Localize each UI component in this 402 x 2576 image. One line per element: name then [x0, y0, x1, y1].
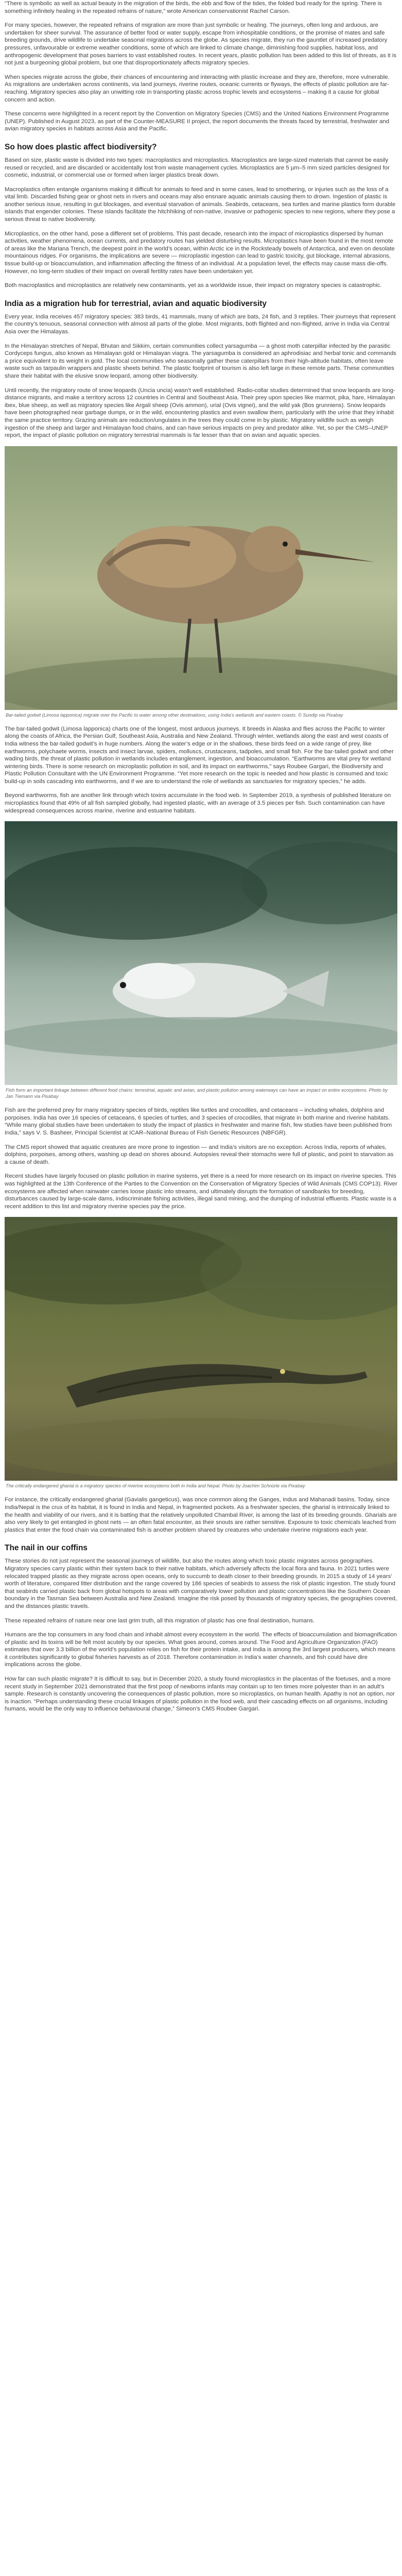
body-paragraph: Both macroplastics and microplastics are relatively new contaminants, yet as a worldwide issue, their impact on migratory species is catastrophic.: [5, 282, 382, 289]
body-paragraph: Recent studies have largely focused on plastic pollution in marine systems, yet there is a need for more research on its impact on riverine species. This was highlighted at the 13th Conference of the Parties to the Convention on the Conservation of Migratory Species of Wild Animals (CMS COP13). River ecosystems are affected when rainwater carries loose plastic into streams, and ultimately disrupts the formation of sandbanks for breeding, disturbances caused by large-scale dams, indiscriminate fishing activities, illegal sand mining, and the dumping of industrial effluents. Plastic waste is a recent addition to this list and migratory riverine species pay the price.: [5, 1173, 397, 1210]
figure-godwit: [5, 446, 397, 718]
body-paragraph: Microplastics, on the other hand, pose a different set of problems. This past decade, research into the impact of microplastics dispersed by human activities, weather phenomena, ocean currents, and predatory routes has yielded disturbing results. Microplastics have been found in the most remote of areas like the Mariana Trench, the deepest point in the world’s ocean, within Arctic ice in the Rocksteady bowels of Antarctica, and even on desolate mountainous ridges. For organisms, the implications are severe — microplastic ingestion can lead to gastric toxicity, gut blockage, internal abrasions, tissue build-up or bioaccumulation, and inflammation affecting the fitness of an individual. At a population level, the effects may cause mass die-offs. However, no long-term studies of their impact on overall fertility rates have been undertaken yet.: [5, 230, 395, 275]
fish-photo: [5, 821, 397, 1085]
intro-quote: “There is symbolic as well as actual beauty in the migration of the birds, the ebb and flow of the tides, the folded bud ready for the spring. There is something infinitely healing in the repeated refrains of nature,” wrote American conservationist Rachel Carson.: [5, 1, 382, 14]
body-paragraph: Macroplastics often entangle organisms making it difficult for animals to feed and in some cases, lead to smothering, or injuries such as the loss of a vital limb. Discarded fishing gear or ghost nets in rivers and oceans may also ensnare aquatic animals causing them to drown. Ingestion of plastic is another serious issue, resulting in gut blockages, and eventual starvation of animals. Seabirds, cetaceans, sea turtles and marine plastics form durable islands that engender colonies. These islands facilitate the hitchhiking of non-native, invasive or pathogenic species to new regions, where they pose a serious threat to native biodiversity.: [5, 186, 396, 223]
intro-paragraph: For many species, however, the repeated refrains of migration are more than just symbolic or healing. The journeys, often long and arduous, are undertaken for sheer survival. The assurance of better food or water supply, escape from inhospitable conditions, or the promise of mates and safe breeding grounds, drive wildlife to undertake seasonal migrations across the globe. As species migrate, they run the gauntlet of increased predatory pressures, unfavourable or extreme weather conditions, some of which are linked to climate change, diminishing food supplies, habitat loss, and anthropogenic development that poses barriers to vast established routes. In recent years, plastic pollution has been added to this list of threats, as it is not just a burgeoning global problem, but one that disproportionately affects migratory species.: [5, 22, 397, 66]
intro-section: [5, 0, 397, 133]
fish-illustration: [5, 821, 397, 1085]
body-paragraph: The bar-tailed godwit (Limosa lapponica) charts one of the longest, most arduous journeys. It breeds in Alaska and flies across the Pacific to winter along the coasts of Africa, the Persian Gulf, Southeast Asia, Australia and New Zealand. Through winter, wetlands along the east and west coasts of India witness the bar-tailed godwit’s in huge numbers. Along the water’s edge or in the shallows, these birds feed on a wide range of prey, like earthworms, polychaete worms, insects and insect larvae, spiders, molluscs, crustaceans, tadpoles, and small fish. For the bar-tailed godwit and other wading birds, the threat of plastic pollution in wetlands includes entanglement, ingestion, and bioaccumulation. “Earthworms are vital prey for wetland wintering birds. There is some research on microplastic pollution in soil, and its impact on earthworms,” says Roubee Gargari, the Biodiversity and Plastic Pollution Consultant with the UN Environment Programme. “Yet more research on the topic is needed and how plastic is consumed and toxic build-up in soils cascading into earthworms, and if we are to understand the role of wetlands as sanctuaries for migratory species,” he adds.: [5, 725, 394, 785]
body-paragraph: In the Himalayan stretches of Nepal, Bhutan and Sikkim, certain communities collect yarsagumba — a ghost moth caterpillar infected by the parasitic Cordyceps fungus, also known as Himalayan gold or Himalayan viagra. The yarsagumba is considered an aphrodisiac and herbal tonic and commands a price equivalent to its weight in gold. The local communities who seasonally gather these caterpillars from their high-altitude habitats, often leave waste such as tarpaulin wrappers and plastic sheets behind. The plastic footprint of tourism is also left large in these remote parts. These communities share their habitat with the elusive snow leopard, among other biodiversity.: [5, 343, 396, 379]
body-paragraph: Every year, India receives 457 migratory species: 383 birds, 41 mammals, many of which are bats, 24 fish, and 3 reptiles. Their journeys that represent the country’s tenuous, seasonal connection with almost all parts of the globe. Most migrants, both flighted and non-flighted, arrive in India via Central Asia over the Himalayas.: [5, 313, 396, 335]
body-paragraph: How far can such plastic migrate? It is difficult to say, but in December 2020, a study found microplastics in the placentas of the foetuses, and a more recent study in September 2021 demonstrated that the first poop of newborns infants may contain up to ten times more polyester than in an adult’s sample. Research is constantly uncovering the consequences of plastic pollution, more so microplastics, on human health. Apathy is not an option, nor is inaction. “Perhaps understanding these crucial linkages of plastic pollution in the food web, and their cascading effects on all organisms, including humans, would be the only way to influence behavioural change,” Simeon’s CMS Roubee Gargari.: [5, 1676, 395, 1713]
body-paragraph: Based on size, plastic waste is divided into two types: macroplastics and microplastics. Macroplastics are large-sized materials that cannot be easily reused or recycled, and are discarded or accidentally lost from waste management cycles. Microplastics are 5 µm–5 mm sized particles designed for cosmetic, industrial, or commercial use or formed when larger plastics break down.: [5, 157, 390, 179]
figure-caption: Bar-tailed godwit (Limosa lapponica) migrate over the Pacific to water among other destinations, using India’s wetlands and eastern coasts. © Sundip via Pixabay: [6, 712, 343, 718]
body-paragraph: Until recently, the migratory route of snow leopards (Uncia uncia) wasn’t well established. Radio-collar studies determined that snow leopards are long-distance migrants, and make a territory across 12 countries in Central and Southeast Asia. Their prey upon species like marmot, pika, hare, Himalayan ibex, blue sheep, as well as migratory species like Argali sheep (Ovis ammon), urial (Ovis vignei), and the wild yak (Bos grunniens). Snow leopards have been photographed near garbage dumps, or in the wild, encountering plastics and even swallow them, particularly with the urine that they inhabit the same practice territory. Grazing animals are reduction/ungulates in the trees they could come in by plastic. Migratory wildlife such as weigh ingestion of the sheep and larger and Himalayan food chains, and can have serious impacts on prey and predator alike. Yet, so per the CMS–UNEP report, the impact of plastic pollution on migratory terrestrial mammals is far lesser than that on avian and aquatic species.: [5, 387, 395, 439]
body-paragraph: For instance, the critically endangered gharial (Gavialis gangeticus), was once common along the Ganges, Indus and Mahanadi basins. Today, since India/Nepal is the crux of its habitat, it is found in India and Nepal, in fragmented pockets. As a freshwater species, the gharial is intrinsically linked to the health and viability of our rivers, and it is batting that the relatively unpolluted Chambal River, is among the last of its breeding grounds. Gharials are also very likely to get entangled in ghost nets — an often fatal encounter, as their snouts are rather sensitive. Exposure to toxic chemicals leached from plastics that enter the food chain via contaminated fish is another problem shared by creatures who undertake riverine migrations each year.: [5, 1497, 397, 1533]
body-paragraph: Humans are the top consumers in any food chain and inhabit almost every ecosystem in the world. The effects of bioaccumulation and biomagnification of plastic and its toxins will be felt most acutely by our species. What goes around, comes around. The Food and Agriculture Organization (FAO) estimates that over 3.3 billion of the world’s population relies on fish for their protein intake, and India is among the 3rd largest producers, which means it contributes significantly to global fisheries harvests as of 2018. Therefore contamination in India’s water channels, and fish could have dire implications across the globe.: [5, 1632, 397, 1668]
godwit-photo: [5, 446, 397, 710]
body-paragraph: These stories do not just represent the seasonal journeys of wildlife, but also the routes along which toxic plastic migrates across geographies. Migratory species carry plastic within their system back to their native habitats, which adversely affects the local flora and fauna. In 2021 turtles were relocated trapped plastic as they migrate across open oceans, only to succumb to death closer to their breeding grounds. In 2015 a study of 14 years’ worth of literature, compared litter distribution and the range covered by 186 species of seabirds to assess the risk of plastic ingestion. The study found that seabirds carried plastic back from global hotspots to areas with comparatively lower pollution and plastic concentrations like the Southern Ocean boundary in the Tasman Sea between Australia and New Zealand. Imagine the risk posed by thousands of migratory species, the geographies covered, and the distances plastic travels.: [5, 1558, 397, 1609]
figure-caption: The critically endangered gharial is a migratory species of riverine ecosystems both in India and Nepal. Photo by Joachim Schnürle via Pixabay: [6, 1483, 305, 1489]
bottom-spacer: [5, 1720, 397, 1725]
body-paragraph: These repeated refrains of nature near one last grim truth, all this migration of plastic has one final destination, humans.: [5, 1617, 315, 1624]
figure-caption: Fish form an important linkage between different food chains: terrestrial, aquatic and avian, and plastic pollution among waterways can have an impact on entire ecosystems. Photo by Jan Tiemann via Pixabay: [6, 1088, 388, 1099]
body-paragraph: The CMS report showed that aquatic creatures are more prone to ingestion — and India’s visitors are no exception. Across India, reports of whales, dolphins, porpoises, among others, washing up dead on shores abound. Autopsies reveal their stomachs were full of plastic, and point to starvation as a cause of death.: [5, 1144, 394, 1165]
intro-paragraph: These concerns were highlighted in a recent report by the Convention on Migratory Species (CMS) and the United Nations Environment Programme (UNEP). Published in August 2023, as part of the Counter-MEASURE II project, the report documents the threats faced by terrestrial, freshwater and avian migratory species in habitats across Asia and the Pacific.: [5, 111, 390, 132]
godwit-illustration: [5, 446, 397, 710]
figure-fish: [5, 821, 397, 1099]
gharial-photo: [5, 1217, 397, 1481]
section-heading-nail-in-coffins: The nail in our coffins: [5, 1544, 88, 1553]
body-paragraph: Beyond earthworms, fish are another link through which toxins accumulate in the food web. In September 2019, a synthesis of published literature on microplastics found that 49% of all fish sampled globally, had ingested plastic, with an average of 3.5 pieces per fish. Such contamination can have widespread consequences across marine, riverine and estuarine habitats.: [5, 792, 391, 814]
section-heading-india-hub: India as a migration hub for terrestrial, avian and aquatic biodiversity: [5, 299, 267, 308]
intro-paragraph: When species migrate across the globe, their chances of encountering and interacting with plastic increase and they are, therefore, more vulnerable. As migrations are undertaken across continents, via land journeys, riverine routes, oceanic currents or flyways, the effects of plastic pollution are far-reaching. Migratory species also play an unwitting role in transporting plastic across trophic levels and ecosystems – making it a cause for global concern and action.: [5, 74, 390, 103]
figure-gharial: [5, 1217, 397, 1489]
section-heading-biodiversity: So how does plastic affect biodiversity?: [5, 142, 157, 151]
body-paragraph: Fish are the preferred prey for many migratory species of birds, reptiles like turtles and crocodiles, and cetaceans – including whales, dolphins and porpoises. India has over 16 species of cetaceans, 6 species of turtles, and 3 species of crocodiles, that migrate in both marine and riverine habitats. “While many global studies have been undertaken to study the impact of plastics in freshwater and marine fish, few studies have been published from India,” says V. S. Basheer, Principal Scientist at ICAR–National Bureau of Fish Genetic Resources (NBFGR).: [5, 1107, 392, 1137]
gharial-illustration: [5, 1217, 397, 1481]
